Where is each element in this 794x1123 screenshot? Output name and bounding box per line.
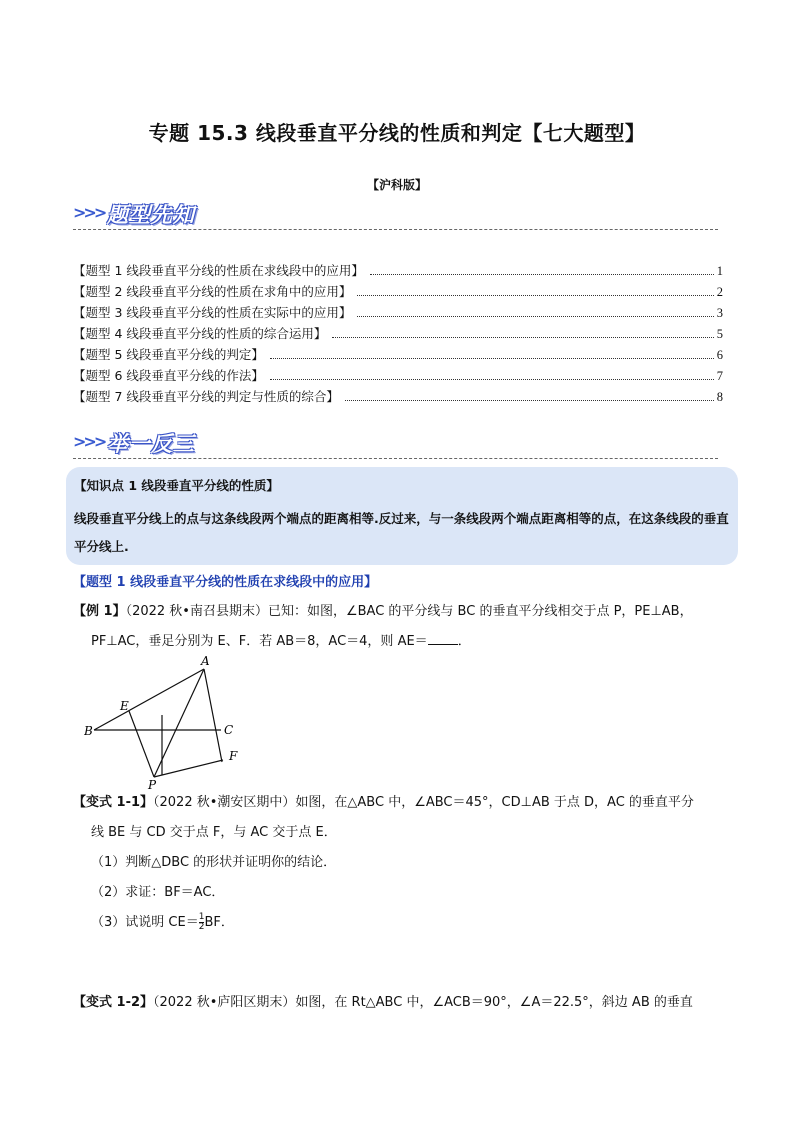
toc-item-page: 7 [716,369,723,383]
point-label-f: F [229,749,238,763]
variant-line2: 线 BE 与 CD 交于点 F，与 AC 交于点 E． [91,825,337,840]
segment-ac [204,669,222,762]
variant-question-2: （2）求证：BF＝AC． [91,885,225,900]
section-label-practice: 举一反三 [107,432,195,456]
segment-ab [94,669,204,730]
arrow-icon: >>> [73,203,105,222]
example-label: 【例 1】 [73,604,126,619]
q3-text: （3）试说明 CE＝ [91,915,199,930]
toc-item-page: 2 [716,285,723,299]
example-line2-end: ． [457,634,471,649]
toc-item[interactable] [73,321,723,342]
type1-heading: 【题型 1 线段垂直平分线的性质在求线段中的应用】 [73,575,378,590]
toc-leader-dots [370,273,714,275]
variant-line1: （2022 秋•庐阳区期末）如图，在 Rt△ABC 中，∠ACB＝90°，∠A＝22.5°，斜边 AB 的垂直 [153,995,693,1010]
toc-leader-dots [270,378,714,380]
toc-leader-dots [270,357,714,359]
knowledge-title: 【知识点 1 线段垂直平分线的性质】 [74,478,279,493]
arrow-icon: >>> [73,432,105,451]
fraction-half: $\frac{1}{2}$ [198,912,205,932]
segment-pe [129,711,154,777]
section-label-intro: 题型先知 [107,203,195,227]
variant-label: 【变式 1-1】 [73,795,154,810]
toc-item-label: 【题型 1 线段垂直平分线的性质在求线段中的应用】 [73,263,364,278]
example-line1: （2022 秋•南召县期末）已知：如图，∠BAC 的平分线与 BC 的垂直平分线相交于点 P，PE⊥AB， [125,604,693,619]
table-of-contents [73,258,723,405]
variant-question-3 [73,908,723,938]
knowledge-body: 线段垂直平分线上的点与这条线段两个端点的距离相等.反过来，与一条线段两个端点距离相等的点，在这条线段的垂直平分线上. [74,511,729,554]
toc-item[interactable] [73,384,723,405]
toc-item-page: 1 [716,264,723,278]
dashed-divider [73,458,718,459]
point-label-a: A [201,654,210,668]
toc-item-label: 【题型 2 线段垂直平分线的性质在求角中的应用】 [73,284,352,299]
dashed-divider [73,229,718,230]
section-banner-practice [73,428,718,464]
variant-1-1 [73,788,723,938]
geometry-figure [84,652,254,792]
example-line2: PF⊥AC，垂足分别为 E、F．若 AB＝8，AC＝4，则 AE＝ [91,634,428,649]
knowledge-box [66,467,738,565]
q3-text-end: BF． [204,915,234,930]
toc-leader-dots [345,399,714,401]
point-label-b: B [84,724,93,738]
toc-item[interactable] [73,279,723,300]
variant-1-2 [73,988,723,1018]
section-banner-intro [73,199,718,235]
toc-item-label: 【题型 5 线段垂直平分线的判定】 [73,347,264,362]
toc-leader-dots [332,336,713,338]
toc-item-page: 6 [716,348,723,362]
toc-item[interactable] [73,300,723,321]
page-title: 专题 15.3 线段垂直平分线的性质和判定【七大题型】 [148,121,646,145]
example-1 [73,597,723,657]
toc-item[interactable] [73,342,723,363]
toc-item[interactable] [73,258,723,279]
toc-item-page: 8 [716,390,723,404]
point-label-c: C [224,723,234,737]
toc-item-page: 5 [716,327,723,341]
answer-blank[interactable] [428,632,458,645]
variant-label: 【变式 1-2】 [73,995,154,1010]
toc-leader-dots [357,315,713,317]
toc-leader-dots [357,294,713,296]
edition-label: 【沪科版】 [366,178,427,192]
point-label-p: P [148,778,157,792]
toc-item-page: 3 [716,306,723,320]
point-label-e: E [120,699,129,713]
variant-line1: （2022 秋•潮安区期中）如图，在△ABC 中，∠ABC＝45°，CD⊥AB 于点 D，AC 的垂直平分 [153,795,694,810]
toc-item-label: 【题型 3 线段垂直平分线的性质在实际中的应用】 [73,305,352,320]
toc-item-label: 【题型 4 线段垂直平分线的性质的综合运用】 [73,326,327,341]
toc-item-label: 【题型 7 线段垂直平分线的判定与性质的综合】 [73,389,339,404]
segment-pf [154,760,223,777]
toc-item[interactable] [73,363,723,384]
variant-question-1: （1）判断△DBC 的形状并证明你的结论． [91,855,337,870]
toc-item-label: 【题型 6 线段垂直平分线的作法】 [73,368,264,383]
